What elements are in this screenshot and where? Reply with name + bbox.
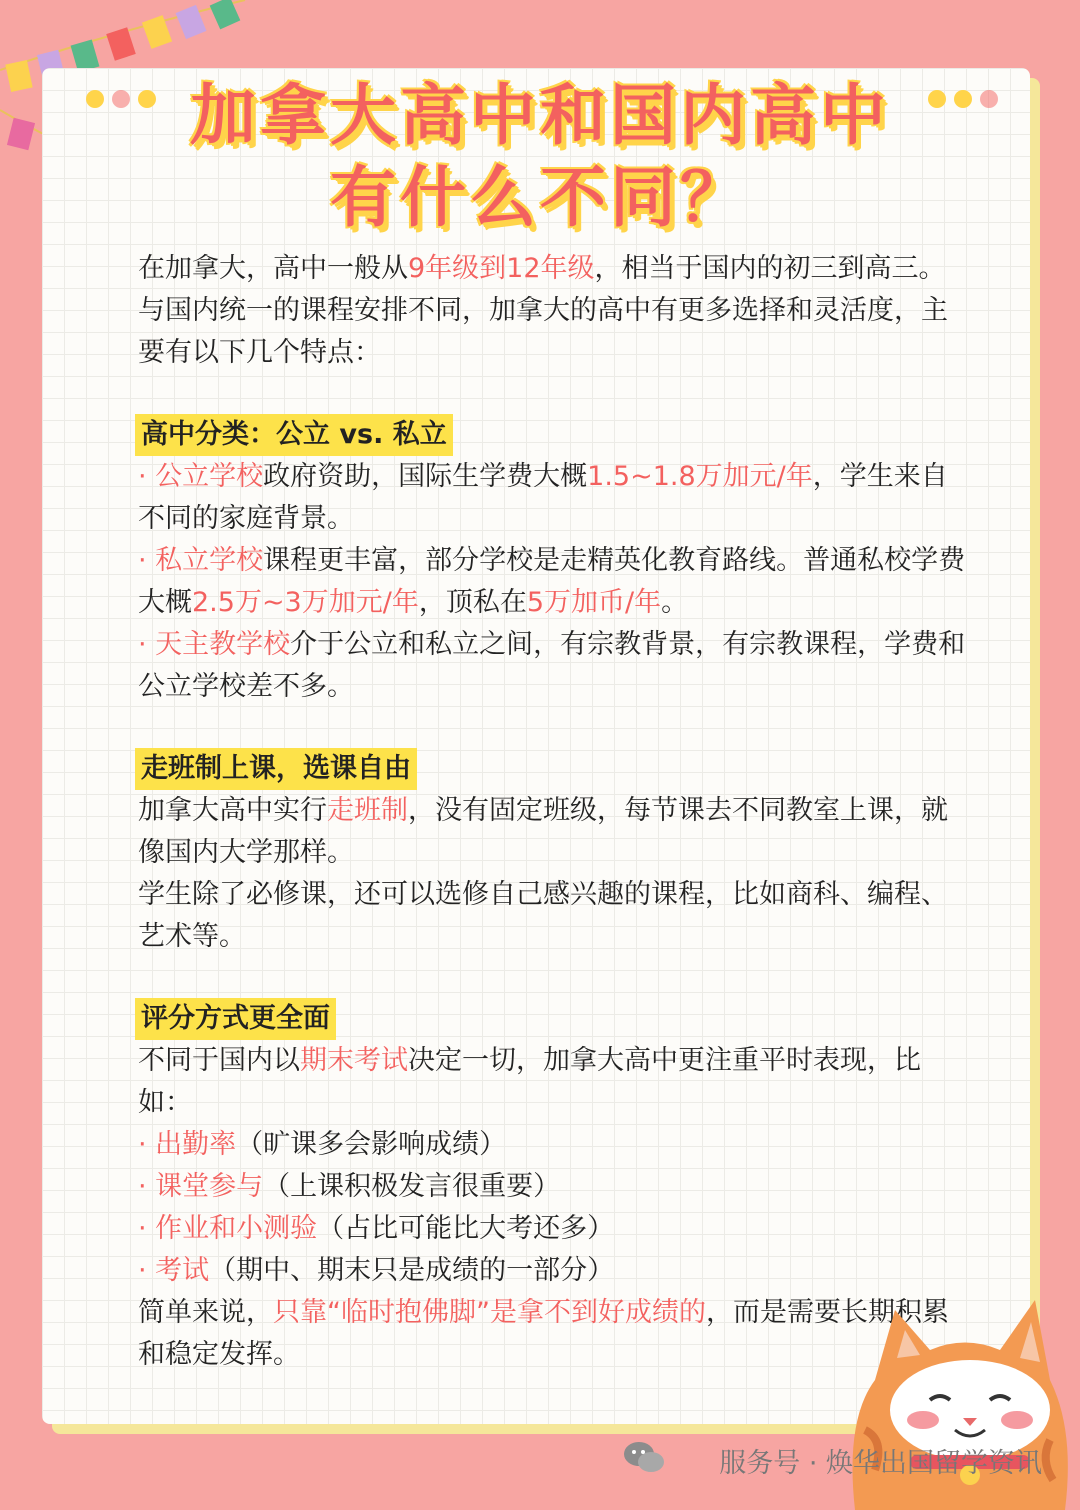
article-body: [138, 248, 968, 1376]
paragraph-text: 简单来说，: [138, 1297, 273, 1328]
section-heading: 高中分类：公立 vs. 私立: [135, 414, 453, 456]
item-text: ，学生来自不同的家庭背景。: [138, 461, 948, 534]
bullet: ·: [138, 1255, 156, 1286]
price-highlight: 5万加币/年: [526, 587, 662, 618]
paragraph-text: 加拿大高中实行: [138, 795, 327, 826]
item-text: 。: [661, 587, 689, 618]
bullet: ·: [138, 629, 156, 660]
list-item: [138, 1208, 968, 1250]
item-note: （期中、期末只是成绩的一部分）: [209, 1255, 615, 1286]
paragraph-text: ，而是需要长期积累和稳定发挥。: [138, 1297, 949, 1370]
wechat-icon: [623, 1440, 665, 1476]
price-highlight: 2.5万~3万加元/年: [192, 587, 419, 618]
item-name: 天主教学校: [155, 629, 291, 660]
intro-text: ，相当于国内的初三到高三。与国内统一的课程安排不同，加拿大的高中有更多选择和灵活度，主要有以下几个特点：: [138, 253, 948, 368]
item-note: （旷课多会影响成绩）: [236, 1129, 507, 1160]
paragraph-text: 不同于国内以: [138, 1045, 300, 1076]
paragraph-text: ，没有固定班级，每节课去不同教室上课，就像国内大学那样。: [138, 795, 948, 868]
paragraph: [138, 1040, 968, 1124]
footer-source: 服务号 · 焕华出国留学资讯: [719, 1448, 1042, 1479]
intro-highlight: 9年级到12年级: [408, 253, 595, 284]
list-item: [138, 540, 968, 624]
page-title-line2: 有什么不同？: [330, 159, 750, 236]
text-highlight: 期末考试: [300, 1045, 408, 1076]
bullet: ·: [138, 461, 156, 492]
list-item: [138, 456, 968, 540]
item-name: 出勤率: [155, 1129, 237, 1160]
paragraph-text: 决定一切，加拿大高中更注重平时表现，比如：: [138, 1045, 921, 1118]
price-highlight: 1.5~1.8万加元/年: [587, 461, 813, 492]
bullet: ·: [138, 1213, 156, 1244]
intro-text: 在加拿大，高中一般从: [138, 253, 408, 284]
section-heading: 评分方式更全面: [135, 998, 336, 1040]
item-note: （上课积极发言很重要）: [263, 1171, 561, 1202]
item-name: 作业和小测验: [155, 1213, 318, 1244]
intro-paragraph: [138, 248, 968, 374]
bullet: ·: [138, 545, 156, 576]
item-name: 公立学校: [155, 461, 264, 492]
list-item: [138, 624, 968, 708]
item-name: 考试: [155, 1255, 210, 1286]
item-note: （占比可能比大考还多）: [317, 1213, 615, 1244]
paragraph: 学生除了必修课，还可以选修自己感兴趣的课程，比如商科、编程、艺术等。: [138, 879, 948, 952]
item-text: 课程更丰富，部分学校是走精英化教育路线。普通私校学费大概: [138, 545, 966, 618]
item-name: 课堂参与: [155, 1171, 264, 1202]
item-text: ，顶私在: [418, 587, 527, 618]
item-text: 政府资助，国际生学费大概: [263, 461, 588, 492]
bullet: ·: [138, 1129, 156, 1160]
bullet: ·: [138, 1171, 156, 1202]
item-text: 介于公立和私立之间，有宗教背景，有宗教课程，学费和公立学校差不多。: [138, 629, 966, 702]
item-name: 私立学校: [155, 545, 264, 576]
list-item: [138, 1166, 968, 1208]
text-highlight: 走班制: [327, 795, 408, 826]
paragraph: [138, 790, 968, 874]
page-title-line1: 加拿大高中和国内高中: [190, 77, 890, 154]
list-item: [138, 1124, 968, 1166]
text-highlight: 只靠“临时抱佛脚”是拿不到好成绩的: [273, 1297, 706, 1328]
section-heading: 走班制上课，选课自由: [135, 748, 417, 790]
